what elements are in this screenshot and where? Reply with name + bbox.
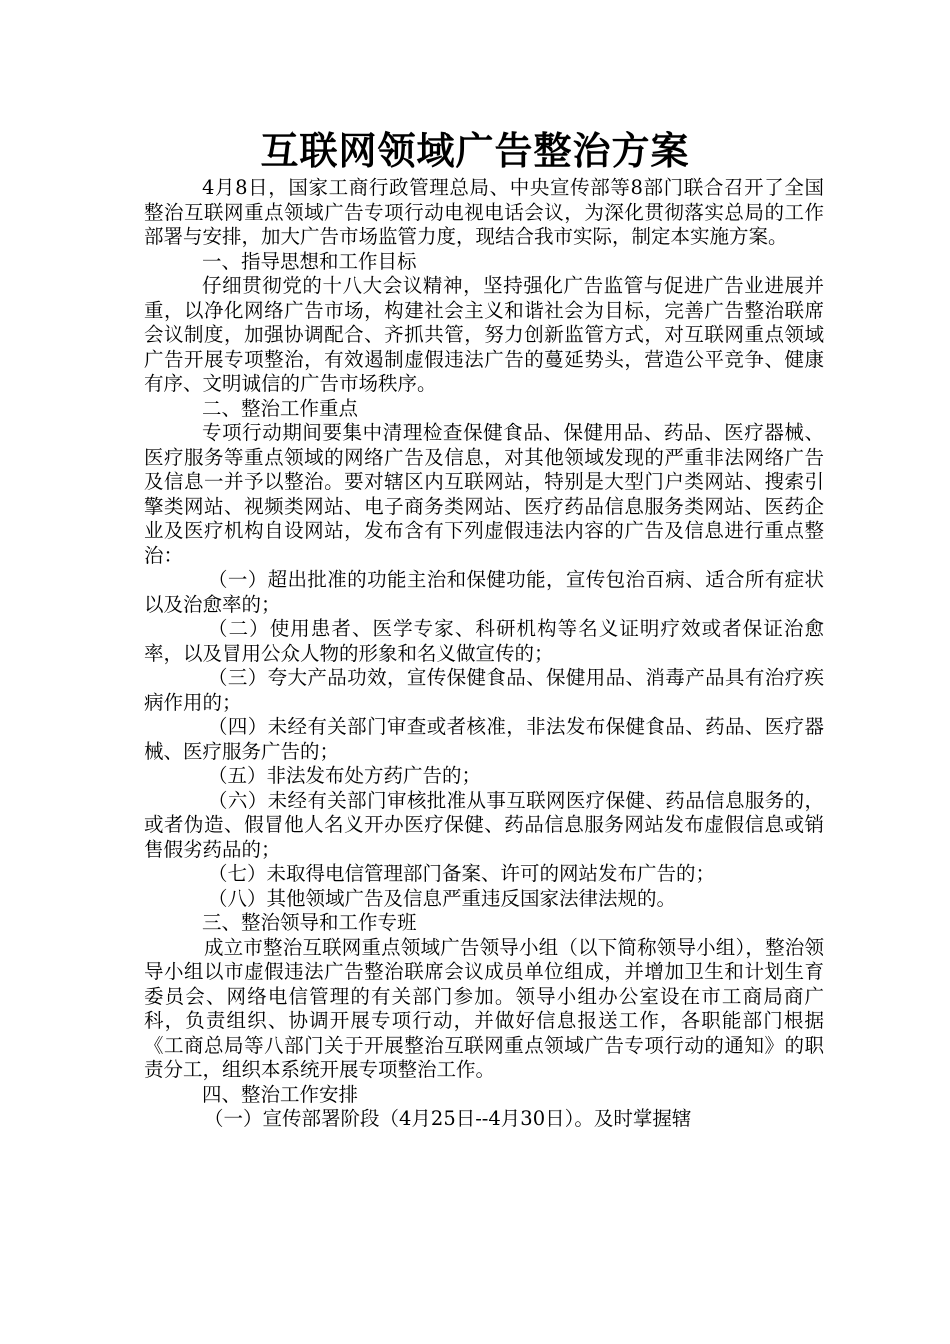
list-item-2: （二）使用患者、医学专家、科研机构等名义证明疗效或者保证治愈率，以及冒用公众人物的形象和名义做宣传的； (144, 617, 824, 665)
paragraph-section-2: 专项行动期间要集中清理检查保健食品、保健用品、药品、医疗器械、医疗服务等重点领域的网络广告及信息，对其他领域发现的严重非法网络广告及信息一并予以整治。要对辖区内互联网站，特别是大型门户类网站、搜索引擎类网站、视频类网站、电子商务类网站、医疗药品信息服务类网站、医药企业及医疗机构自设网站，发布含有下列虚假违法内容的广告及信息进行重点整治： (144, 421, 824, 567)
paragraph-intro: 4月8日，国家工商行政管理总局、中央宣传部等8部门联合召开了全国整治互联网重点领域广告专项行动电视电话会议，为深化贯彻落实总局的工作部署与安排，加大广告市场监管力度，现结合我市实际，制定本实施方案。 (144, 176, 824, 248)
document-title: 互联网领域广告整治方案 (260, 128, 690, 173)
list-item-3: （三）夸大产品功效，宣传保健食品、保健用品、消毒产品具有治疗疾病作用的； (144, 666, 824, 714)
heading-section-2: 二、整治工作重点 (202, 396, 359, 420)
paragraph-section-3: 成立市整治互联网重点领域广告领导小组（以下简称领导小组），整治领导小组以市虚假违法广告整治联席会议成员单位组成，并增加卫生和计划生育委员会、网络电信管理的有关部门参加。领导小组办公室设在市工商局商广科，负责组织、协调开展专项行动，并做好信息报送工作，各职能部门根据《工商总局等八部门关于开展整治互联网重点领域广告专项行动的通知》的职责分工，组织本系统开展专项整治工作。 (144, 935, 824, 1081)
heading-section-4: 四、整治工作安排 (202, 1082, 359, 1106)
list-item-7: （七）未取得电信管理部门备案、许可的网站发布广告的； (208, 862, 716, 885)
document-body (144, 176, 824, 1132)
list-item-5: （五）非法发布处方药广告的； (208, 764, 482, 787)
heading-section-1: 一、指导思想和工作目标 (202, 249, 417, 273)
list-item-4: （四）未经有关部门审查或者核准，非法发布保健食品、药品、医疗器械、医疗服务广告的； (144, 715, 824, 763)
paragraph-section-1: 仔细贯彻党的十八大会议精神，坚持强化广告监管与促进广告业进展并重，以净化网络广告市场，构建社会主义和谐社会为目标，完善广告整治联席会议制度，加强协调配合、齐抓共管，努力创新监管方式，对互联网重点领域广告开展专项整治，有效遏制虚假违法广告的蔓延势头，营造公平竞争、健康有序、文明诚信的广告市场秩序。 (144, 274, 824, 395)
paragraph-section-4-1: （一）宣传部署阶段（4月25日--4月30日）。及时掌握辖 (204, 1107, 692, 1130)
heading-section-3: 三、整治领导和工作专班 (202, 911, 417, 934)
list-item-6: （六）未经有关部门审核批准从事互联网医疗保健、药品信息服务的，或者伪造、假冒他人名义开办医疗保健、药品信息服务网站发布虚假信息或销售假劣药品的； (144, 788, 824, 861)
list-item-1: （一）超出批准的功能主治和保健功能，宣传包治百病、适合所有症状以及治愈率的； (144, 568, 824, 616)
list-item-8: （八）其他领域广告及信息严重违反国家法律法规的。 (208, 886, 677, 910)
